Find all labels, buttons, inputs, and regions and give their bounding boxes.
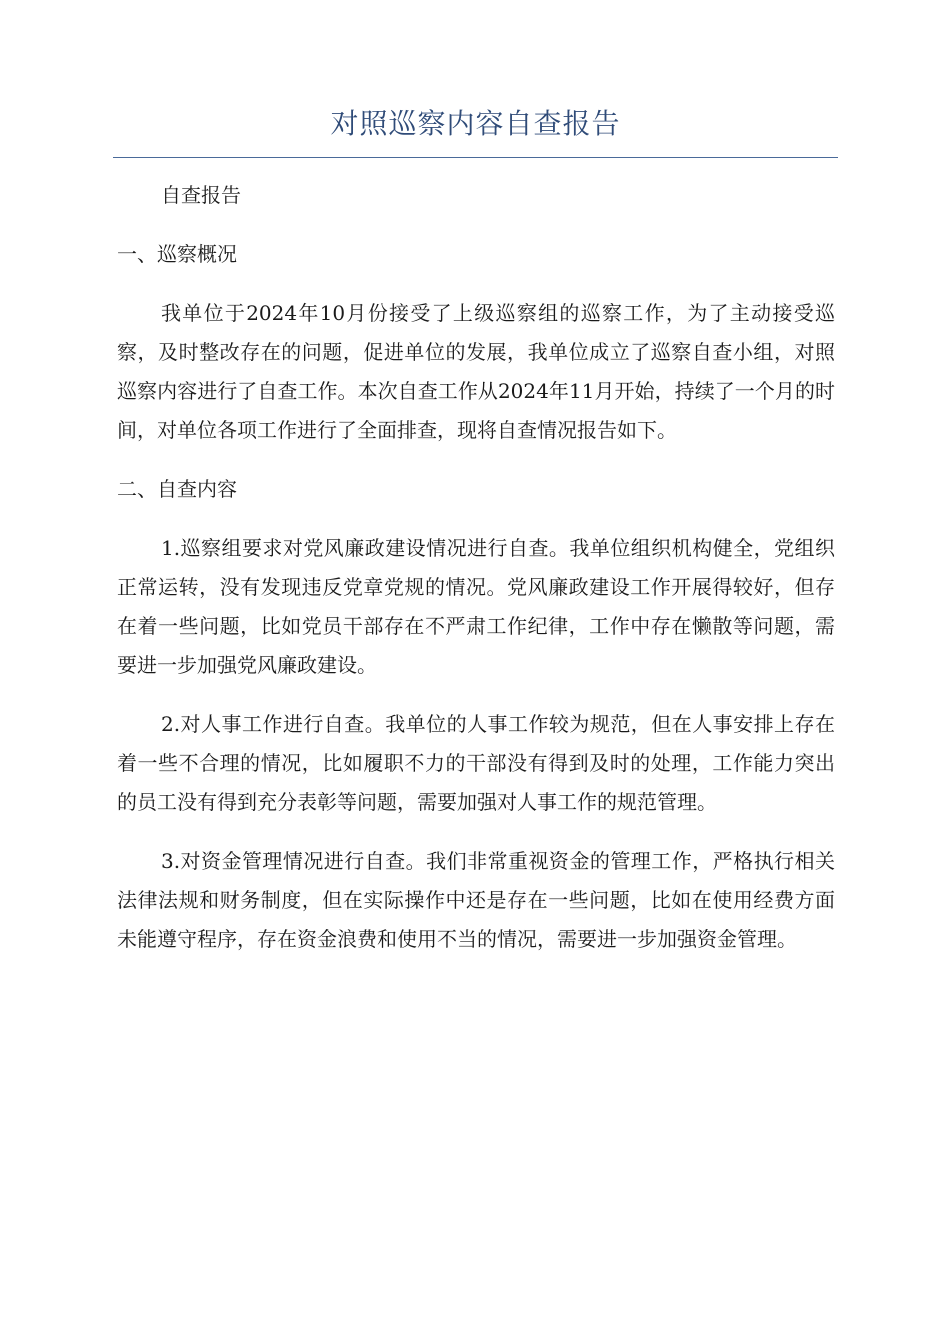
section-2-item-3: 3.对资金管理情况进行自查。我们非常重视资金的管理工作，严格执行相关法律法规和财务制度，但在实际操作中还是存在一些问题，比如在使用经费方面未能遵守程序，存在资金浪费和使用不当的情况，需要进一步加强资金管理。	[117, 849, 835, 951]
document-body	[117, 176, 835, 979]
section-2-item-1: 1.巡察组要求对党风廉政建设情况进行自查。我单位组织机构健全，党组织正常运转，没有发现违反党章党规的情况。党风廉政建设工作开展得较好，但存在着一些问题，比如党员干部存在不严肃工作纪律，工作中存在懒散等问题，需要进一步加强党风廉政建设。	[117, 536, 835, 677]
report-subtitle: 自查报告	[161, 183, 241, 207]
section-1-heading: 一、巡察概况	[117, 242, 237, 266]
document-title: 对照巡察内容自查报告	[330, 107, 621, 140]
section-2-heading: 二、自查内容	[117, 477, 237, 501]
title-divider	[113, 157, 838, 158]
section-1-paragraph: 我单位于2024年10月份接受了上级巡察组的巡察工作，为了主动接受巡察，及时整改存在的问题，促进单位的发展，我单位成立了巡察自查小组，对照巡察内容进行了自查工作。本次自查工作从2024年11月开始，持续了一个月的时间，对单位各项工作进行了全面排查，现将自查情况报告如下。	[117, 301, 835, 442]
section-2-item-2: 2.对人事工作进行自查。我单位的人事工作较为规范，但在人事安排上存在着一些不合理的情况，比如履职不力的干部没有得到及时的处理，工作能力突出的员工没有得到充分表彰等问题，需要加强对人事工作的规范管理。	[117, 712, 835, 814]
